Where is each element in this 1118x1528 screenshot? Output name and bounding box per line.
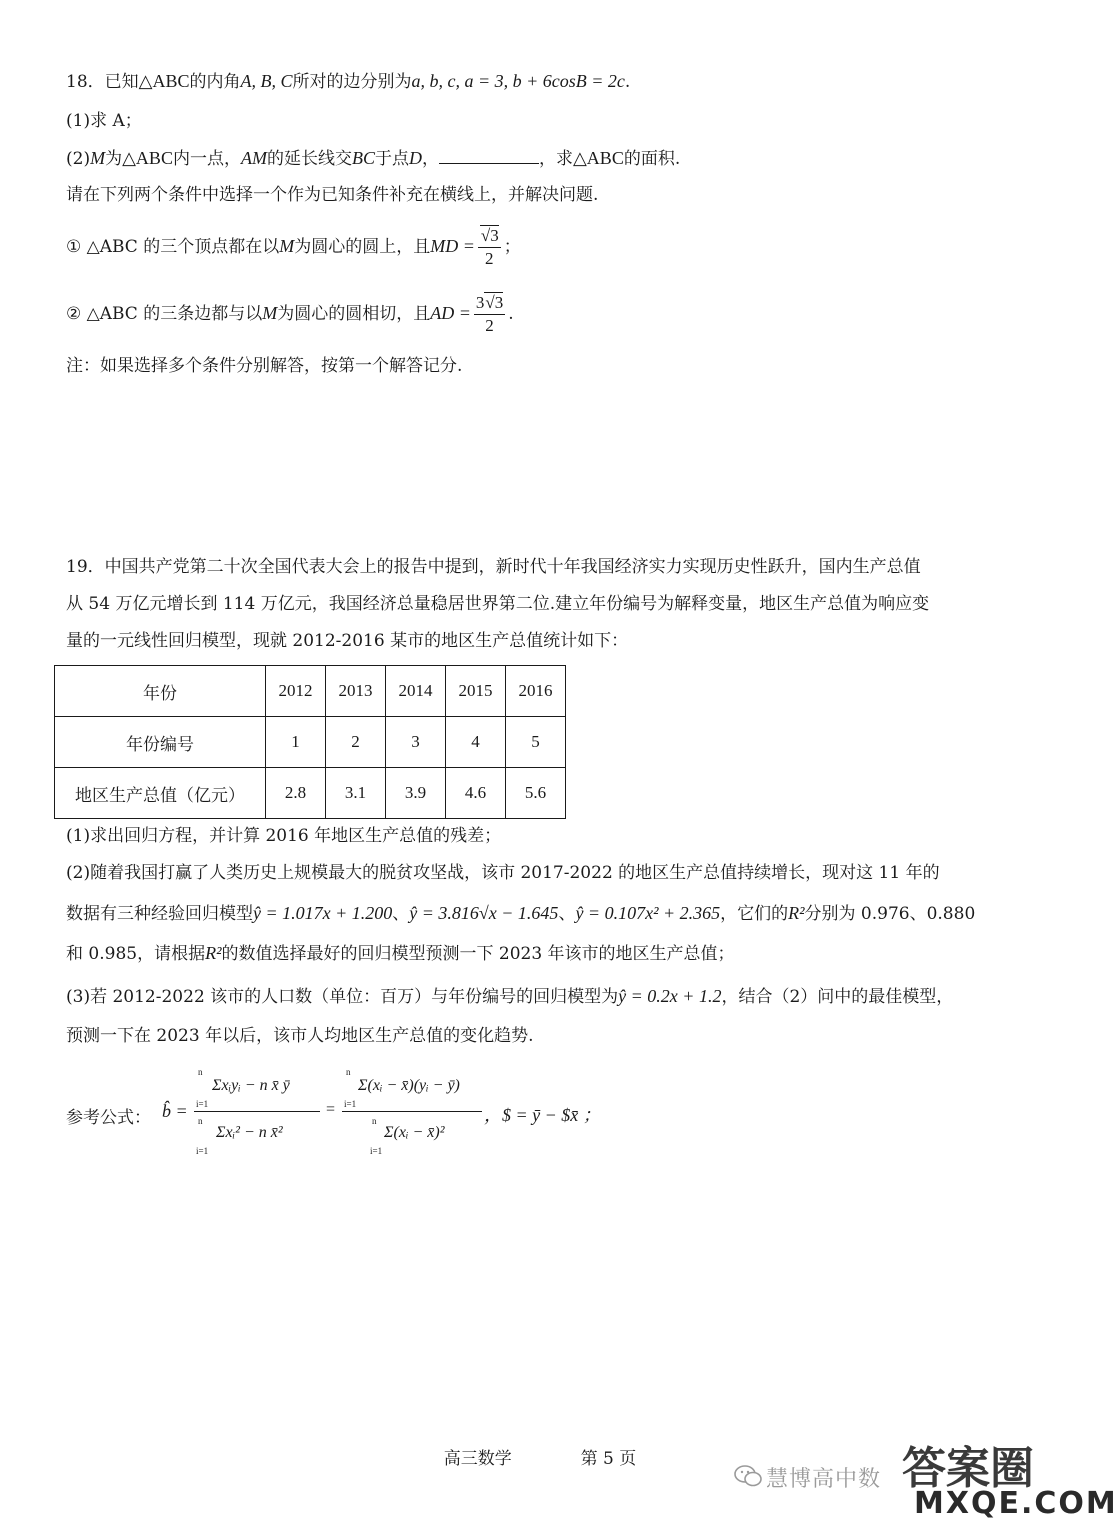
formula-label: 参考公式： bbox=[66, 1108, 151, 1128]
q18-stem: 18．已知△ABC的内角A, B, C所对的边分别为a, b, c, a = 3, b + 6cosB = 2c. bbox=[66, 71, 631, 92]
wechat-icon bbox=[734, 1464, 762, 1488]
answer-blank[interactable] bbox=[439, 147, 539, 164]
table-cell: 2 bbox=[326, 717, 386, 768]
table-cell: 1 bbox=[266, 717, 326, 768]
footer-page-number: 第 5 页 bbox=[580, 1449, 637, 1469]
table-row bbox=[55, 666, 566, 717]
q19-part3-line2: 预测一下在 2023 年以后，该市人均地区生产总值的变化趋势. bbox=[66, 1026, 534, 1046]
q18-condition-1: ① △ABC 的三个顶点都在以M为圆心的圆上，且MD = $\frac{√3}{2}$ ； bbox=[66, 226, 521, 268]
table-cell: 3.9 bbox=[386, 768, 446, 819]
q18-part2: (2)M为△ABC内一点，AM的延长线交BC于点D， ，求△ABC的面积. bbox=[66, 148, 681, 169]
fraction-md: $\frac{√3}{2}$ bbox=[478, 225, 501, 270]
watermark-account: 慧博高中数 bbox=[766, 1467, 882, 1492]
q18-choose: 请在下列两个条件中选择一个作为已知条件补充在横线上，并解决问题. bbox=[66, 185, 599, 205]
b-hat: b̂ = bbox=[162, 1101, 188, 1121]
reference-formula bbox=[66, 1065, 686, 1165]
row-header-code: 年份编号 bbox=[55, 717, 266, 768]
table-cell: 2016 bbox=[506, 666, 566, 717]
table-cell: 2012 bbox=[266, 666, 326, 717]
table-cell: 2014 bbox=[386, 666, 446, 717]
fraction-1: n Σxᵢyᵢ − n x̄ ȳ i=1 n Σxᵢ² − n x̄² i=1 bbox=[194, 1067, 320, 1156]
q19-part2-line2: 数据有三种经验回归模型ŷ = 1.017x + 1.200、ŷ = 3.816√x − 1.645、ŷ = 0.107x² + 2.365，它们的R²分别为 0.976、0.880 bbox=[66, 903, 976, 924]
q18-condition-2: ② △ABC 的三条边都与以M为圆心的圆相切，且AD = $\frac{3√3}{2}$ . bbox=[66, 293, 514, 335]
table-cell: 5 bbox=[506, 717, 566, 768]
q18-part1: (1)求 A； bbox=[66, 111, 142, 131]
table-cell: 5.6 bbox=[506, 768, 566, 819]
q19-stem-line1: 19．中国共产党第二十次全国代表大会上的报告中提到，新时代十年我国经济实力实现历史性跃升，国内生产总值 bbox=[66, 557, 921, 577]
q19-part1: (1)求出回归方程，并计算 2016 年地区生产总值的残差； bbox=[66, 826, 502, 846]
table-cell: 2.8 bbox=[266, 768, 326, 819]
watermark-url: MXQE.COM bbox=[914, 1486, 1118, 1521]
q19-stem-line3: 量的一元线性回归模型，现就 2012-2016 某市的地区生产总值统计如下： bbox=[66, 631, 629, 651]
table-cell: 3.1 bbox=[326, 768, 386, 819]
gdp-table bbox=[54, 665, 566, 819]
table-cell: 4.6 bbox=[446, 768, 506, 819]
equals-sign: = bbox=[326, 1101, 336, 1118]
fraction-ad: $\frac{3√3}{2}$ bbox=[475, 293, 504, 335]
footer-subject: 高三数学 bbox=[443, 1449, 512, 1469]
fraction-2: n Σ(xᵢ − x̄)(yᵢ − ȳ) i=1 n Σ(xᵢ − x̄)² i=1 bbox=[342, 1067, 482, 1156]
q18-note: 注：如果选择多个条件分别解答，按第一个解答记分. bbox=[66, 356, 463, 376]
table-row bbox=[55, 717, 566, 768]
q19-stem-line2: 从 54 万亿元增长到 114 万亿元，我国经济总量稳居世界第二位.建立年份编号为解释变量，地区生产总值为响应变 bbox=[66, 594, 930, 614]
table-row bbox=[55, 768, 566, 819]
q19-part3-line1: (3)若 2012-2022 该市的人口数（单位：百万）与年份编号的回归模型为ŷ = 0.2x + 1.2，结合（2）问中的最佳模型， bbox=[66, 986, 954, 1007]
table-cell: 3 bbox=[386, 717, 446, 768]
q19-part2-line3: 和 0.985，请根据R²的数值选择最好的回归模型预测一下 2023 年该市的地区生产总值； bbox=[66, 943, 735, 964]
table-cell: 2015 bbox=[446, 666, 506, 717]
table-cell: 4 bbox=[446, 717, 506, 768]
watermark bbox=[724, 1430, 1118, 1528]
row-header-gdp: 地区生产总值（亿元） bbox=[55, 768, 266, 819]
watermark-brand: 答案圈 bbox=[902, 1443, 1034, 1494]
a-hat-formula: ，$ = ȳ − $x̄ ； bbox=[484, 1105, 601, 1125]
table-cell: 2013 bbox=[326, 666, 386, 717]
row-header-year: 年份 bbox=[55, 666, 266, 717]
q19-part2-line1: (2)随着我国打赢了人类历史上规模最大的脱贫攻坚战，该市 2017-2022 的地区生产总值持续增长，现对这 11 年的 bbox=[66, 863, 940, 883]
